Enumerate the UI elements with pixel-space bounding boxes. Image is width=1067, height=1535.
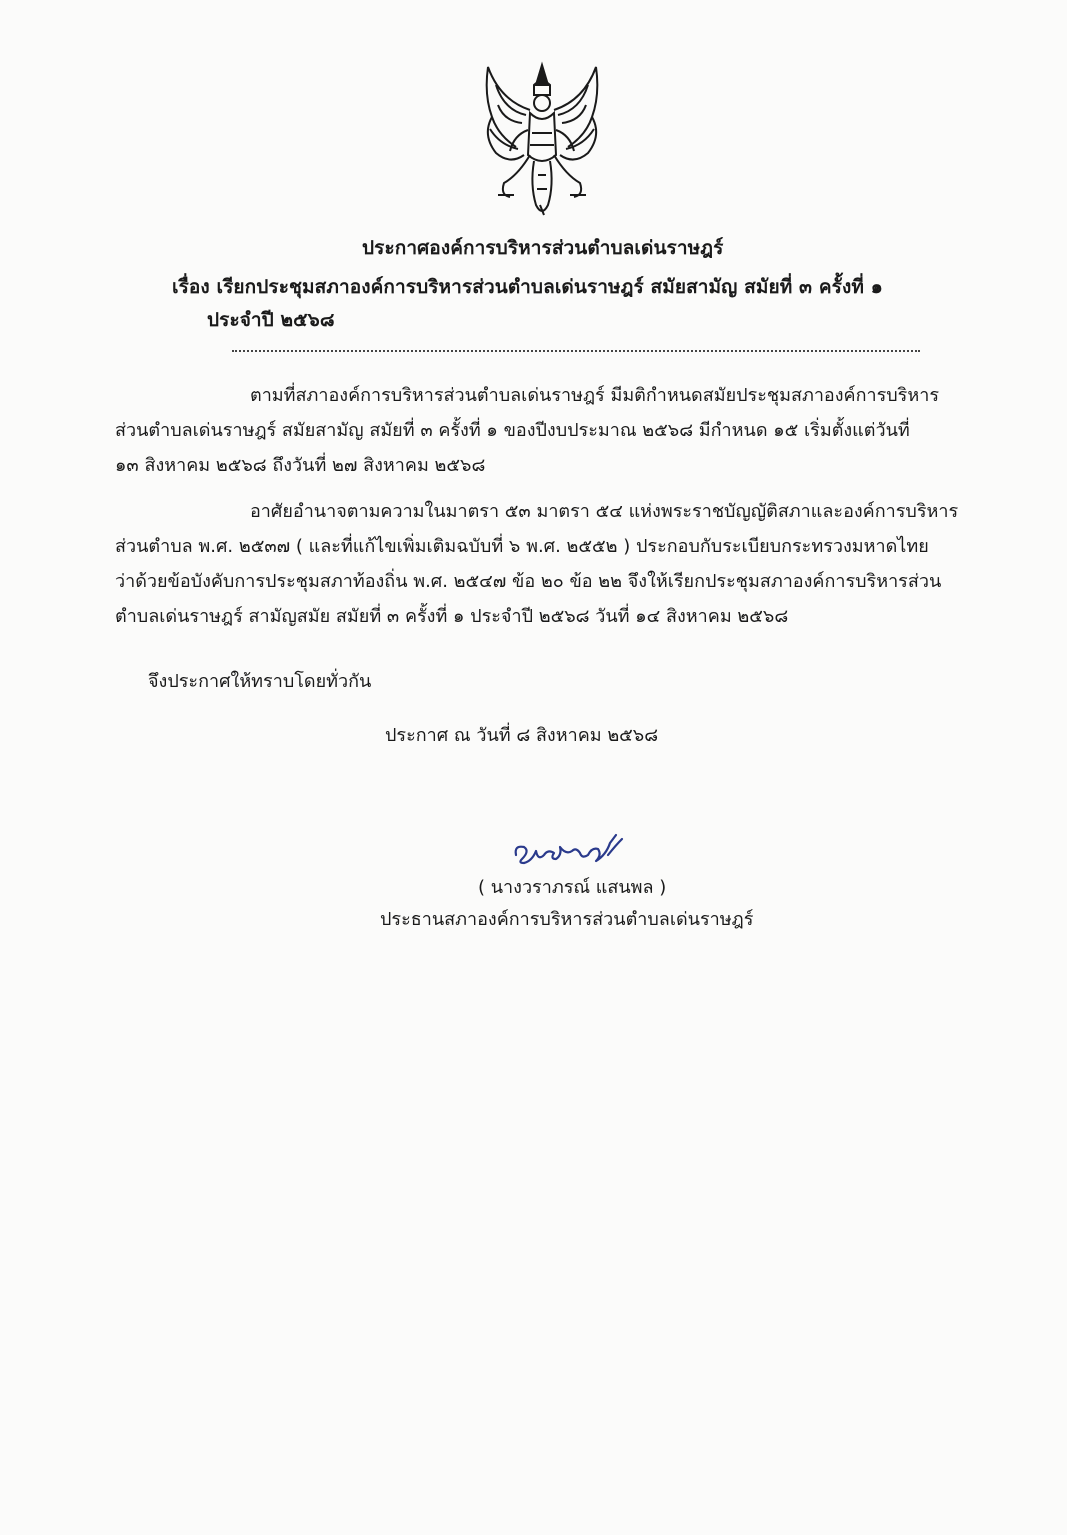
handwritten-signature — [510, 825, 630, 875]
paragraph-line: ส่วนตำบล พ.ศ. ๒๕๓๗ ( และที่แก้ไขเพิ่มเติมฉบับที่ ๖ พ.ศ. ๒๕๕๒ ) ประกอบกับระเบียบกระทรวงมหาดไทย — [115, 536, 929, 557]
announcement-statement: จึงประกาศให้ทราบโดยทั่วกัน — [148, 671, 372, 692]
paragraph-line: ตำบลเด่นราษฎร์ สามัญสมัย สมัยที่ ๓ ครั้งที่ ๑ ประจำปี ๒๕๖๘ วันที่ ๑๔ สิงหาคม ๒๕๖๘ — [115, 606, 789, 627]
document-title: ประกาศองค์การบริหารส่วนตำบลเด่นราษฎร์ — [362, 237, 724, 259]
signer-position: ประธานสภาองค์การบริหารส่วนตำบลเด่นราษฎร์ — [380, 909, 754, 930]
paragraph-1 — [115, 378, 975, 483]
document-subject: เรื่อง เรียกประชุมสภาองค์การบริหารส่วนตำบลเด่นราษฎร์ สมัยสามัญ สมัยที่ ๓ ครั้งที่ ๑ — [172, 276, 883, 298]
dotted-divider — [232, 350, 920, 352]
paragraph-line: ว่าด้วยข้อบังคับการประชุมสภาท้องถิ่น พ.ศ. ๒๕๔๗ ข้อ ๒๐ ข้อ ๒๒ จึงให้เรียกประชุมสภาองค์การบริหารส่วน — [115, 571, 942, 592]
document-subject-continued: ประจำปี ๒๕๖๘ — [207, 309, 335, 331]
paragraph-line: ส่วนตำบลเด่นราษฎร์ สมัยสามัญ สมัยที่ ๓ ครั้งที่ ๑ ของปีงบประมาณ ๒๕๖๘ มีกำหนด ๑๕ เริ่มตั้งแต่วันที่ — [115, 420, 910, 441]
garuda-emblem-icon — [470, 55, 615, 225]
paragraph-2 — [115, 494, 975, 634]
paragraph-line: ตามที่สภาองค์การบริหารส่วนตำบลเด่นราษฎร์ มีมติกำหนดสมัยประชุมสภาองค์การบริหาร — [250, 385, 939, 406]
paragraph-line: อาศัยอำนาจตามความในมาตรา ๕๓ มาตรา ๕๔ แห่งพระราชบัญญัติสภาและองค์การบริหาร — [250, 501, 959, 522]
announcement-date: ประกาศ ณ วันที่ ๘ สิงหาคม ๒๕๖๘ — [385, 725, 659, 746]
signer-name: ( นางวราภรณ์ แสนพล ) — [478, 877, 667, 898]
paragraph-line: ๑๓ สิงหาคม ๒๕๖๘ ถึงวันที่ ๒๗ สิงหาคม ๒๕๖๘ — [115, 455, 486, 476]
